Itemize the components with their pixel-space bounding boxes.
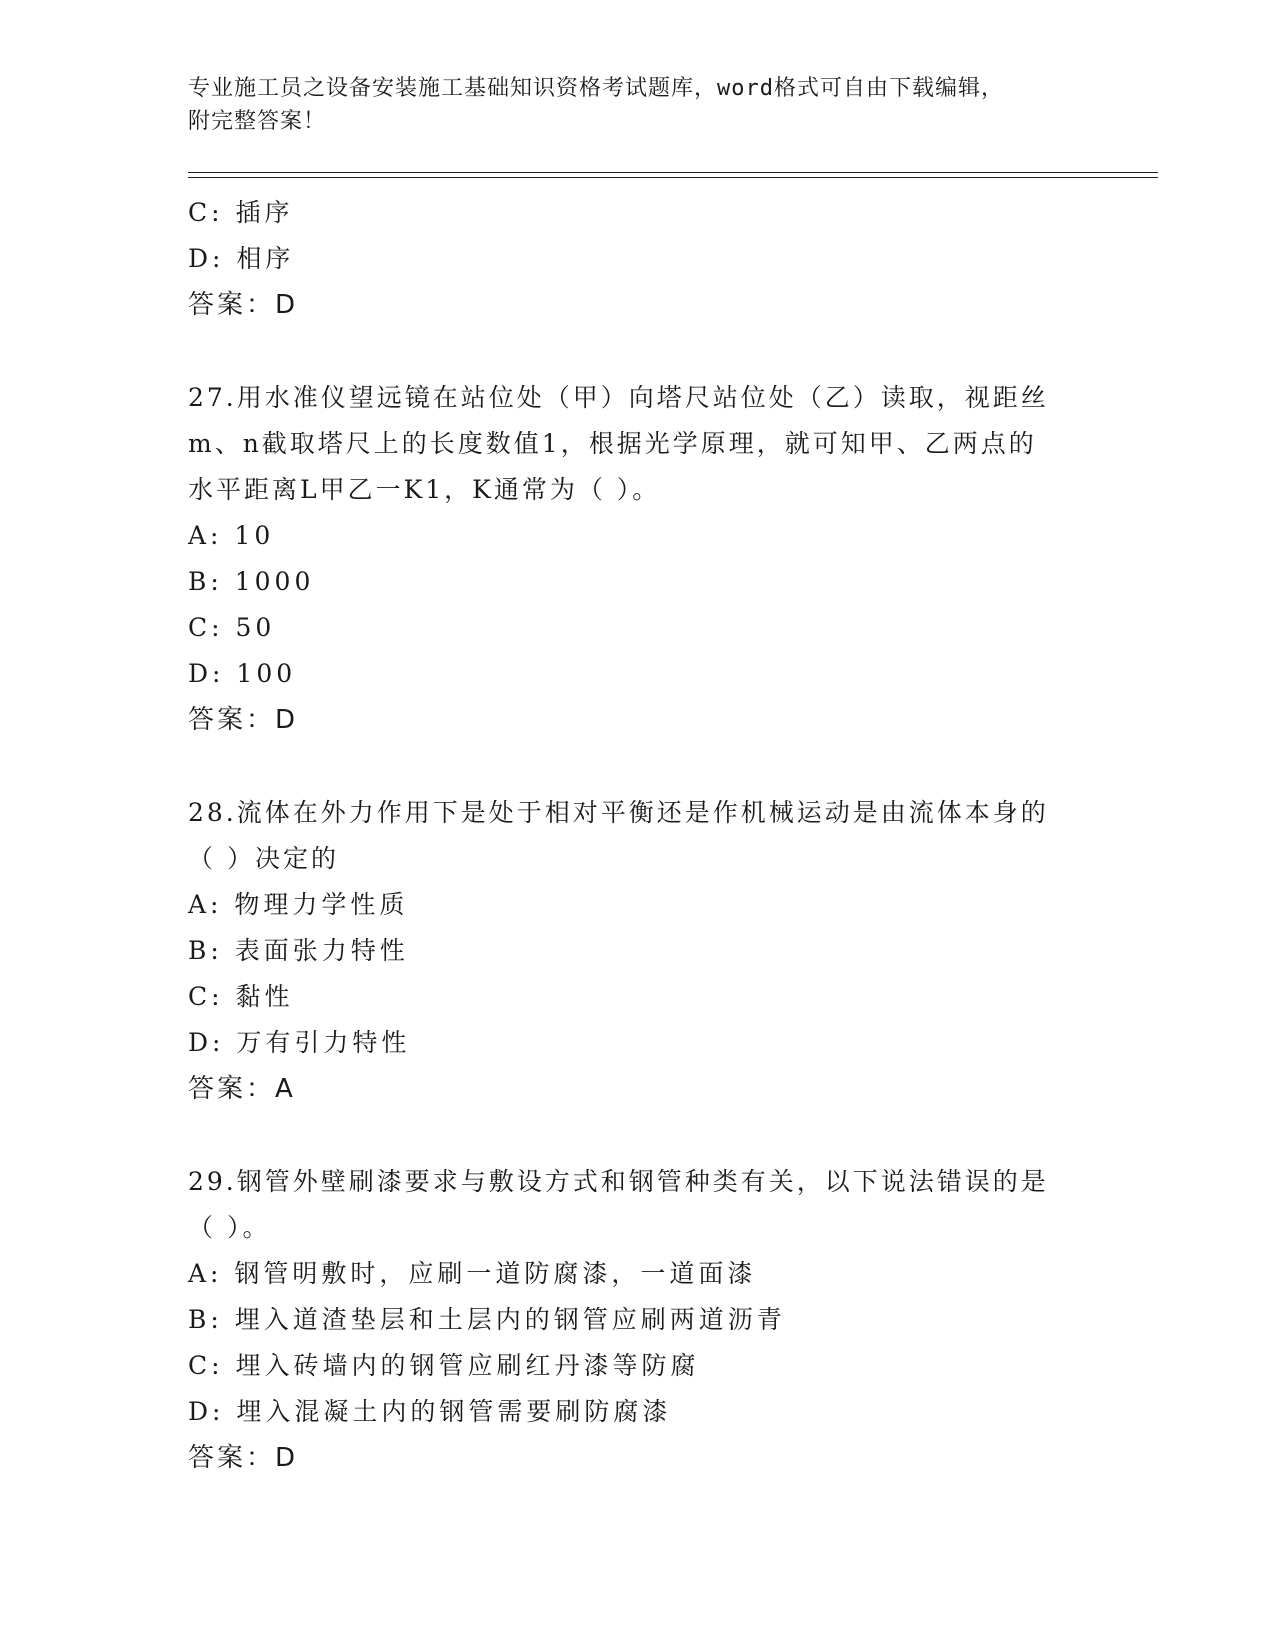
answer-line: 答案：D — [188, 1443, 299, 1473]
spacer — [188, 1112, 1088, 1159]
header-rule-top — [188, 172, 1158, 173]
answer-line: 答案：D — [188, 290, 299, 320]
option-a: A: 钢管明敷时，应刷一道防腐漆，一道面漆 — [188, 1259, 757, 1288]
question-text-line: （ ）决定的 — [188, 844, 339, 873]
document-header — [188, 72, 1088, 138]
option-b: B: 表面张力特性 — [188, 936, 409, 965]
question-text-line: 29.钢管外壁刷漆要求与敷设方式和钢管种类有关，以下说法错误的是 — [188, 1167, 1049, 1196]
option-d: D: 埋入混凝土内的钢管需要刷防腐漆 — [188, 1397, 672, 1426]
answer-line: 答案：A — [188, 1074, 296, 1104]
option-b: B: 埋入道渣垫层和土层内的钢管应刷两道沥青 — [188, 1305, 786, 1334]
option-c: C: 50 — [188, 613, 276, 642]
option-d: D: 100 — [188, 659, 297, 688]
option-a: A: 物理力学性质 — [188, 890, 409, 919]
question-27 — [188, 375, 1088, 743]
option-c: C: 埋入砖墙内的钢管应刷红丹漆等防腐 — [188, 1351, 700, 1380]
option-c: C: 黏性 — [188, 982, 294, 1011]
header-line-2: 附完整答案！ — [188, 109, 327, 134]
question-text — [188, 790, 1088, 882]
question-text — [188, 375, 1088, 513]
header-line-1: 专业施工员之设备安装施工基础知识资格考试题库，word格式可自由下载编辑， — [188, 76, 1004, 101]
question-text-line: m、n截取塔尺上的长度数值1，根据光学原理，就可知甲、乙两点的 — [188, 429, 1037, 458]
question-text-line: 27.用水准仪望远镜在站位处（甲）向塔尺站位处（乙）读取，视距丝 — [188, 383, 1049, 412]
option-b: B: 1000 — [188, 567, 315, 596]
spacer — [188, 328, 1088, 375]
header-rule-bottom — [188, 177, 1158, 178]
question-list — [188, 190, 1088, 1481]
question-text — [188, 1159, 1088, 1251]
option-d: D: 相序 — [188, 244, 295, 273]
question-text-line: 水平距离L甲乙一K1，K通常为（ ）。 — [188, 475, 661, 504]
question-29 — [188, 1159, 1088, 1481]
answer-line: 答案：D — [188, 705, 299, 735]
option-c: C: 插序 — [188, 198, 294, 227]
question-text-line: （ ）。 — [188, 1213, 271, 1242]
question-26-continued — [188, 190, 1088, 328]
option-a: A: 10 — [188, 521, 275, 550]
question-28 — [188, 790, 1088, 1112]
spacer — [188, 743, 1088, 790]
question-text-line: 28.流体在外力作用下是处于相对平衡还是作机械运动是由流体本身的 — [188, 798, 1049, 827]
option-d: D: 万有引力特性 — [188, 1028, 411, 1057]
